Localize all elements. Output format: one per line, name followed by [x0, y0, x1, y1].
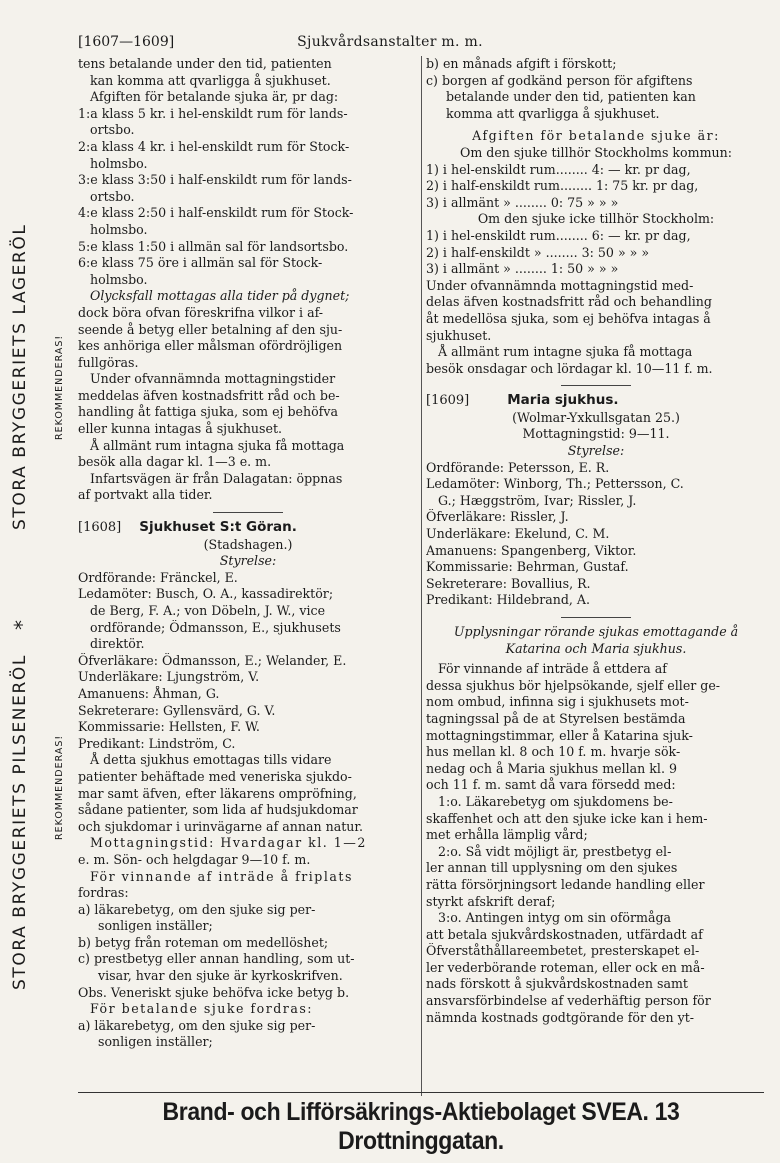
text-line: nom ombud, infinna sig i sjukhusets mot-: [426, 694, 689, 710]
text-line: delas äfven kostnadsfritt råd och behandling: [426, 294, 712, 310]
text-line: fullgöras.: [78, 354, 139, 370]
text-line: Underläkare: Ekelund, C. M.: [426, 526, 610, 542]
bottom-divider: [78, 1092, 764, 1093]
text-line: styrkt afskrift deraf;: [426, 893, 556, 909]
section-address: (Wolmar-Yxkullsgatan 25.): [512, 409, 680, 425]
text-line: holmsbo.: [90, 221, 148, 237]
text-line: visar, hvar den sjuke är kyrkoskrifven.: [98, 968, 343, 984]
text-line: Ledamöter: Busch, O. A., kassadirektör;: [78, 586, 334, 602]
info-heading: Upplysningar rörande sjukas emottagande å: [453, 624, 739, 639]
section-1608: [78, 519, 418, 1051]
left-top-text: [78, 56, 418, 504]
text-line: Öfverståthållareembetet, presterskapet el-: [426, 943, 700, 959]
section-heading: [78, 519, 418, 537]
section-divider: [561, 385, 631, 386]
text-line: seende å betyg eller betalning af den sju-: [78, 321, 343, 337]
text-line: handling åt fattiga sjuka, som ej behöfva: [78, 404, 338, 420]
text-line: dock böra ofvan föreskrifna vilkor i af-: [78, 304, 324, 320]
text-line: Om den sjuke tillhör Stockholms kommun:: [460, 144, 732, 160]
text-line: För vinnande af inträde å ettdera af: [438, 661, 667, 677]
text-line: ansvarsförbindelse af vederhäftig person för: [426, 993, 711, 1009]
text-line: tagningssal på de at Styrelsen bestämda: [426, 710, 686, 726]
text-line: sjukhuset.: [426, 327, 492, 343]
side-ad-sub-1: REKOMMENDERAS!: [54, 334, 65, 440]
text-line: och sjukdomar i urinvägarne af annan natur.: [78, 818, 364, 834]
text-line: 1) i hel-enskildt rum........ 4: — kr. pr dag,: [426, 161, 691, 177]
section-divider: [213, 512, 283, 513]
text-line: b) en månads afgift i förskott;: [426, 56, 617, 71]
text-line: 1:a klass 5 kr. i hel-enskildt rum för lands-: [78, 105, 348, 121]
side-ad-star: *: [10, 618, 34, 630]
board-heading: Styrelse:: [567, 443, 625, 459]
text-line: sonligen inställer;: [98, 918, 213, 934]
running-title: Sjukvårdsanstalter m. m.: [297, 34, 483, 50]
text-line: ler annan till upplysning om den sjukes: [426, 860, 678, 876]
section-number: [1608]: [78, 520, 122, 536]
text-line: Infartsvägen är från Dalagatan: öppnas: [90, 470, 343, 486]
text-line: 3) i allmänt » ........ 1: 50 » » »: [426, 261, 619, 277]
section-divider: [561, 617, 631, 618]
section-hours: Mottagningstid: 9—11.: [522, 426, 670, 442]
text-line: ler vederbörande roteman, eller ock en må-: [426, 959, 705, 975]
text-line: att betala sjukvårdskostnaden, utfärdadt af: [426, 926, 703, 942]
side-ad-pilsenerol: STORA BRYGGERIETS PILSENERÖL: [10, 654, 30, 990]
text-line: betalande under den tid, patienten kan: [446, 89, 696, 105]
text-line: meddelas äfven kostnadsfritt råd och be-: [78, 387, 340, 403]
text-line: c) borgen af godkänd person för afgiftens: [426, 72, 693, 88]
info-heading: Katarina och Maria sjukhus.: [505, 640, 687, 656]
text-line: 3) i allmänt » ........ 0: 75 » » »: [426, 194, 619, 210]
text-line: kes anhöriga eller målsman ofördröjligen: [78, 338, 343, 354]
text-line: Sekreterare: Gyllensvärd, G. V.: [78, 702, 276, 718]
text-line: holmsbo.: [90, 155, 148, 171]
text-line: dessa sjukhus bör hjelpsökande, sjelf eller ge-: [426, 677, 721, 693]
section-heading: [426, 392, 766, 410]
text-line: holmsbo.: [90, 271, 148, 287]
text-line: patienter behäftade med veneriska sjukdo-: [78, 768, 352, 784]
text-line: met erhålla lämplig vård;: [426, 827, 588, 843]
text-line: Ordförande: Fränckel, E.: [78, 569, 238, 585]
text-line: ordförande; Ödmansson, E., sjukhusets: [90, 619, 341, 635]
text-line: Predikant: Lindström, C.: [78, 735, 236, 751]
text-line: skaffenhet och att den sjuke icke kan i hem-: [426, 810, 708, 826]
text-line: Kommissarie: Behrman, Gustaf.: [426, 559, 629, 575]
text-line: 6:e klass 75 öre i allmän sal för Stock-: [78, 255, 323, 271]
text-line: Under ofvannämnda mottagningstid med-: [426, 277, 694, 293]
section-number: [1609]: [426, 393, 470, 409]
section-title: Sjukhuset S:t Göran.: [139, 519, 297, 536]
side-ad-lagerol: STORA BRYGGERIETS LAGERÖL: [10, 223, 30, 530]
text-line: För vinnande af inträde å friplats: [90, 868, 353, 884]
text-line: Ordförande: Petersson, E. R.: [426, 459, 610, 475]
text-line: 1:o. Läkarebetyg om sjukdomens be-: [438, 793, 673, 809]
side-ad-sub-2: REKOMMENDERAS!: [54, 734, 65, 840]
text-line: Öfverläkare: Ödmansson, E.; Welander, E.: [78, 652, 347, 668]
text-line: Obs. Veneriskt sjuke behöfva icke betyg b.: [78, 984, 350, 1000]
text-line: af portvakt alla tider.: [78, 487, 213, 503]
text-line: 1) i hel-enskildt rum........ 6: — kr. pr dag,: [426, 227, 691, 243]
text-line: nedag och å Maria sjukhus mellan kl. 9: [426, 760, 677, 776]
text-line: Kommissarie: Hellsten, F. W.: [78, 719, 260, 735]
left-column: [78, 56, 418, 1051]
text-line: 2:o. Så vidt möjligt är, prestbetyg el-: [438, 843, 672, 859]
text-line: c) prestbetyg eller annan handling, som ut-: [78, 951, 355, 967]
page-range: [1607—1609]: [78, 34, 175, 50]
text-line: Amanuens: Åhman, G.: [78, 685, 220, 701]
text-line: Öfverläkare: Rissler, J.: [426, 509, 569, 525]
text-line: nämnda kostnads godtgörande för den yt-: [426, 1009, 695, 1025]
section-title: Maria sjukhus.: [507, 392, 619, 409]
text-line: Olycksfall mottagas alla tider på dygnet;: [90, 288, 350, 304]
text-line: de Berg, F. A.; von Döbeln, J. W., vice: [90, 603, 326, 618]
text-line: rätta försörjningsort ledande handling eller: [426, 876, 705, 892]
section-subtitle: (Stadshagen.): [203, 536, 293, 552]
text-line: komma att qvarligga å sjukhuset.: [446, 105, 660, 121]
text-line: fordras:: [78, 885, 129, 901]
text-line: åt medellösa sjuka, som ej behöfva intagas å: [426, 310, 711, 326]
bottom-advertisement: Brand- och Lifförsäkrings-Aktiebolaget SVEA. 13 Drottninggatan.: [162, 1098, 680, 1155]
text-line: besök alla dagar kl. 1—3 e. m.: [78, 454, 272, 470]
column-divider: [421, 56, 422, 1096]
text-line: Mottagningstid: Hvardagar kl. 1—2: [90, 835, 367, 851]
text-line: a) läkarebetyg, om den sjuke sig per-: [78, 901, 316, 917]
text-line: a) läkarebetyg, om den sjuke sig per-: [78, 1017, 316, 1033]
text-line: e. m. Sön- och helgdagar 9—10 f. m.: [78, 851, 311, 867]
text-line: tens betalande under den tid, patienten: [78, 56, 332, 71]
right-top-text: [426, 56, 766, 377]
text-line: 2) i half-enskildt rum........ 1: 75 kr. pr dag,: [426, 178, 699, 194]
text-line: kan komma att qvarligga å sjukhuset.: [90, 72, 331, 88]
text-line: sonligen inställer;: [98, 1034, 213, 1050]
text-line: Å detta sjukhus emottagas tills vidare: [90, 752, 332, 768]
text-line: ortsbo.: [90, 188, 135, 204]
text-line: mar samt äfven, efter läkarens ompröfning,: [78, 785, 357, 801]
text-line: eller kunna intagas å sjukhuset.: [78, 421, 283, 437]
text-line: Under ofvannämnda mottagningstider: [90, 371, 336, 387]
text-line: ortsbo.: [90, 122, 135, 138]
text-line: Sekreterare: Bovallius, R.: [426, 575, 591, 591]
text-line: Om den sjuke icke tillhör Stockholm:: [477, 211, 715, 227]
text-line: 3:e klass 3:50 i half-enskildt rum för lands-: [78, 172, 352, 188]
section-1609: [426, 392, 766, 1026]
text-line: Predikant: Hildebrand, A.: [426, 592, 591, 608]
right-column: [426, 56, 766, 1026]
text-line: 2:a klass 4 kr. i hel-enskildt rum för Stock-: [78, 138, 350, 154]
text-line: 4:e klass 2:50 i half-enskildt rum för Stock-: [78, 205, 354, 221]
text-line: hus mellan kl. 8 och 10 f. m. hvarje sök-: [426, 744, 681, 760]
text-line: Å allmänt rum intagne sjuka få mottaga: [438, 344, 693, 360]
text-line: 3:o. Antingen intyg om sin oförmåga: [438, 910, 672, 926]
board-heading: Styrelse:: [219, 553, 277, 569]
text-line: besök onsdagar och lördagar kl. 10—11 f. m.: [426, 360, 713, 376]
text-line: För betalande sjuke fordras:: [90, 1001, 314, 1017]
text-line: Å allmänt rum intagna sjuka få mottaga: [90, 437, 345, 453]
text-line: b) betyg från roteman om medellöshet;: [78, 934, 329, 950]
text-line: Afgiften för betalande sjuka är, pr dag:: [90, 89, 339, 105]
text-line: mottagningstimmar, eller å Katarina sjuk-: [426, 727, 693, 743]
text-line: sådane patienter, som lida af hudsjukdomar: [78, 802, 358, 818]
text-line: Amanuens: Spangenberg, Viktor.: [426, 542, 637, 558]
text-line: Underläkare: Ljungström, V.: [78, 669, 260, 685]
text-line: Ledamöter: Winborg, Th.; Pettersson, C.: [426, 476, 684, 492]
text-line: 2) i half-enskildt » ........ 3: 50 » » »: [426, 244, 650, 260]
text-line: direktör.: [90, 636, 145, 652]
text-line: nads förskott å sjukvårdskostnaden samt: [426, 976, 688, 992]
text-line: och 11 f. m. samt då vara försedd med:: [426, 777, 676, 793]
text-line: 5:e klass 1:50 i allmän sal för landsortsbo.: [78, 238, 349, 254]
text-line: G.; Hæggström, Ivar; Rissler, J.: [438, 492, 637, 508]
text-line: Afgiften för betalande sjuke är:: [472, 128, 720, 144]
side-advertisement: [10, 200, 70, 990]
